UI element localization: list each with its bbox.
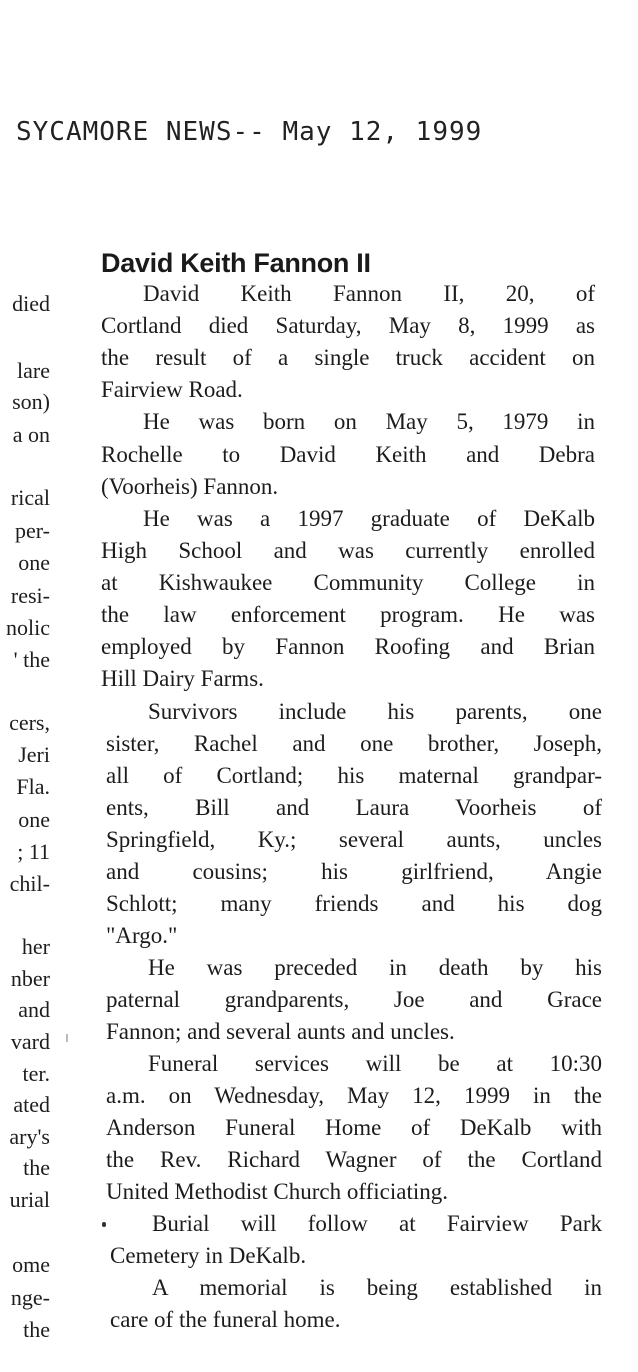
- obituary-line: David Keith Fannon II, 20, of: [143, 281, 595, 306]
- fragment-text: the: [23, 1317, 50, 1342]
- fragment-text: and: [18, 997, 50, 1022]
- adjacent-column-fragments: [0, 0, 60, 1372]
- fragment-text: one: [18, 807, 50, 832]
- obituary-line: Burial will follow at Fairview Park: [152, 1211, 602, 1236]
- obituary-line: Funeral services will be at 10:30: [148, 1051, 602, 1076]
- fragment-text: Fla.: [16, 774, 50, 799]
- obituary-line: employed by Fannon Roofing and Brian: [101, 634, 595, 659]
- fragment-text: resi-: [10, 583, 50, 608]
- fragment-text: ter.: [22, 1061, 50, 1086]
- obituary-line: Hill Dairy Farms.: [101, 666, 264, 691]
- obituary-line: a.m. on Wednesday, May 12, 1999 in the: [106, 1083, 602, 1108]
- obituary-line: "Argo.": [106, 923, 178, 948]
- fragment-text: ome: [12, 1252, 50, 1277]
- obituary-line: at Kishwaukee Community College in: [101, 570, 595, 595]
- obituary-line: all of Cortland; his maternal grandpar-: [106, 763, 602, 788]
- newspaper-masthead: SYCAMORE NEWS-- May 12, 1999: [16, 117, 483, 147]
- fragment-text: ; 11: [17, 839, 50, 864]
- obituary-line: (Voorheis) Fannon.: [101, 474, 279, 499]
- obituary-line: United Methodist Church officiating.: [106, 1179, 448, 1204]
- fragment-text: chil-: [9, 871, 50, 896]
- obituary-line: He was a 1997 graduate of DeKalb: [143, 506, 595, 531]
- fragment-text: the: [23, 1155, 50, 1180]
- obituary-line: Anderson Funeral Home of DeKalb with: [106, 1115, 602, 1140]
- obituary-line: ents, Bill and Laura Voorheis of: [106, 795, 602, 820]
- obituary-line: Schlott; many friends and his dog: [106, 891, 602, 916]
- obituary-headline: David Keith Fannon II: [101, 248, 371, 278]
- fragment-text: Jeri: [18, 742, 50, 767]
- fragment-text: lare: [17, 358, 50, 383]
- obituary-line: Survivors include his parents, one: [148, 699, 602, 724]
- fragment-text: nge-: [10, 1285, 50, 1310]
- obituary-line: the Rev. Richard Wagner of the Cortland: [106, 1147, 602, 1172]
- fragment-text: nber: [10, 966, 50, 991]
- fragment-text: ary's: [9, 1124, 50, 1149]
- fragment-text: nolic: [6, 615, 50, 640]
- obituary-line: sister, Rachel and one brother, Joseph,: [106, 731, 602, 756]
- obituary-line: High School and was currently enrolled: [101, 538, 595, 563]
- fragment-text: urial: [9, 1187, 50, 1212]
- obituary-line: Springfield, Ky.; several aunts, uncles: [106, 827, 602, 852]
- fragment-text: rical: [10, 485, 50, 510]
- obituary-line: Cortland died Saturday, May 8, 1999 as: [101, 313, 595, 338]
- fragment-text: son): [12, 389, 50, 414]
- print-speck: [102, 1222, 106, 1227]
- obituary-line: paternal grandparents, Joe and Grace: [106, 987, 602, 1012]
- obituary-line: Rochelle to David Keith and Debra: [101, 442, 595, 467]
- fragment-text: vard: [10, 1029, 50, 1054]
- obituary-line: Fairview Road.: [101, 377, 243, 402]
- obituary-line: the law enforcement program. He was: [101, 602, 595, 627]
- obituary-line: and cousins; his girlfriend, Angie: [106, 859, 602, 884]
- obituary-line: He was born on May 5, 1979 in: [143, 409, 595, 434]
- fragment-text: one: [18, 550, 50, 575]
- fragment-text: per-: [15, 518, 50, 543]
- obituary-line: care of the funeral home.: [110, 1307, 341, 1332]
- obituary-line: Fannon; and several aunts and uncles.: [106, 1019, 455, 1044]
- obituary-line: Cemetery in DeKalb.: [110, 1243, 307, 1268]
- obituary-line: He was preceded in death by his: [148, 955, 602, 980]
- fragment-text: ated: [13, 1092, 50, 1117]
- print-speck: [66, 1034, 68, 1042]
- fragment-text: died: [12, 291, 50, 316]
- fragment-text: her: [21, 934, 50, 959]
- obituary-line: A memorial is being established in: [152, 1275, 602, 1300]
- fragment-text: cers,: [9, 710, 50, 735]
- fragment-text: ' the: [13, 647, 50, 672]
- fragment-text: a on: [12, 422, 50, 447]
- obituary-line: the result of a single truck accident on: [101, 345, 595, 370]
